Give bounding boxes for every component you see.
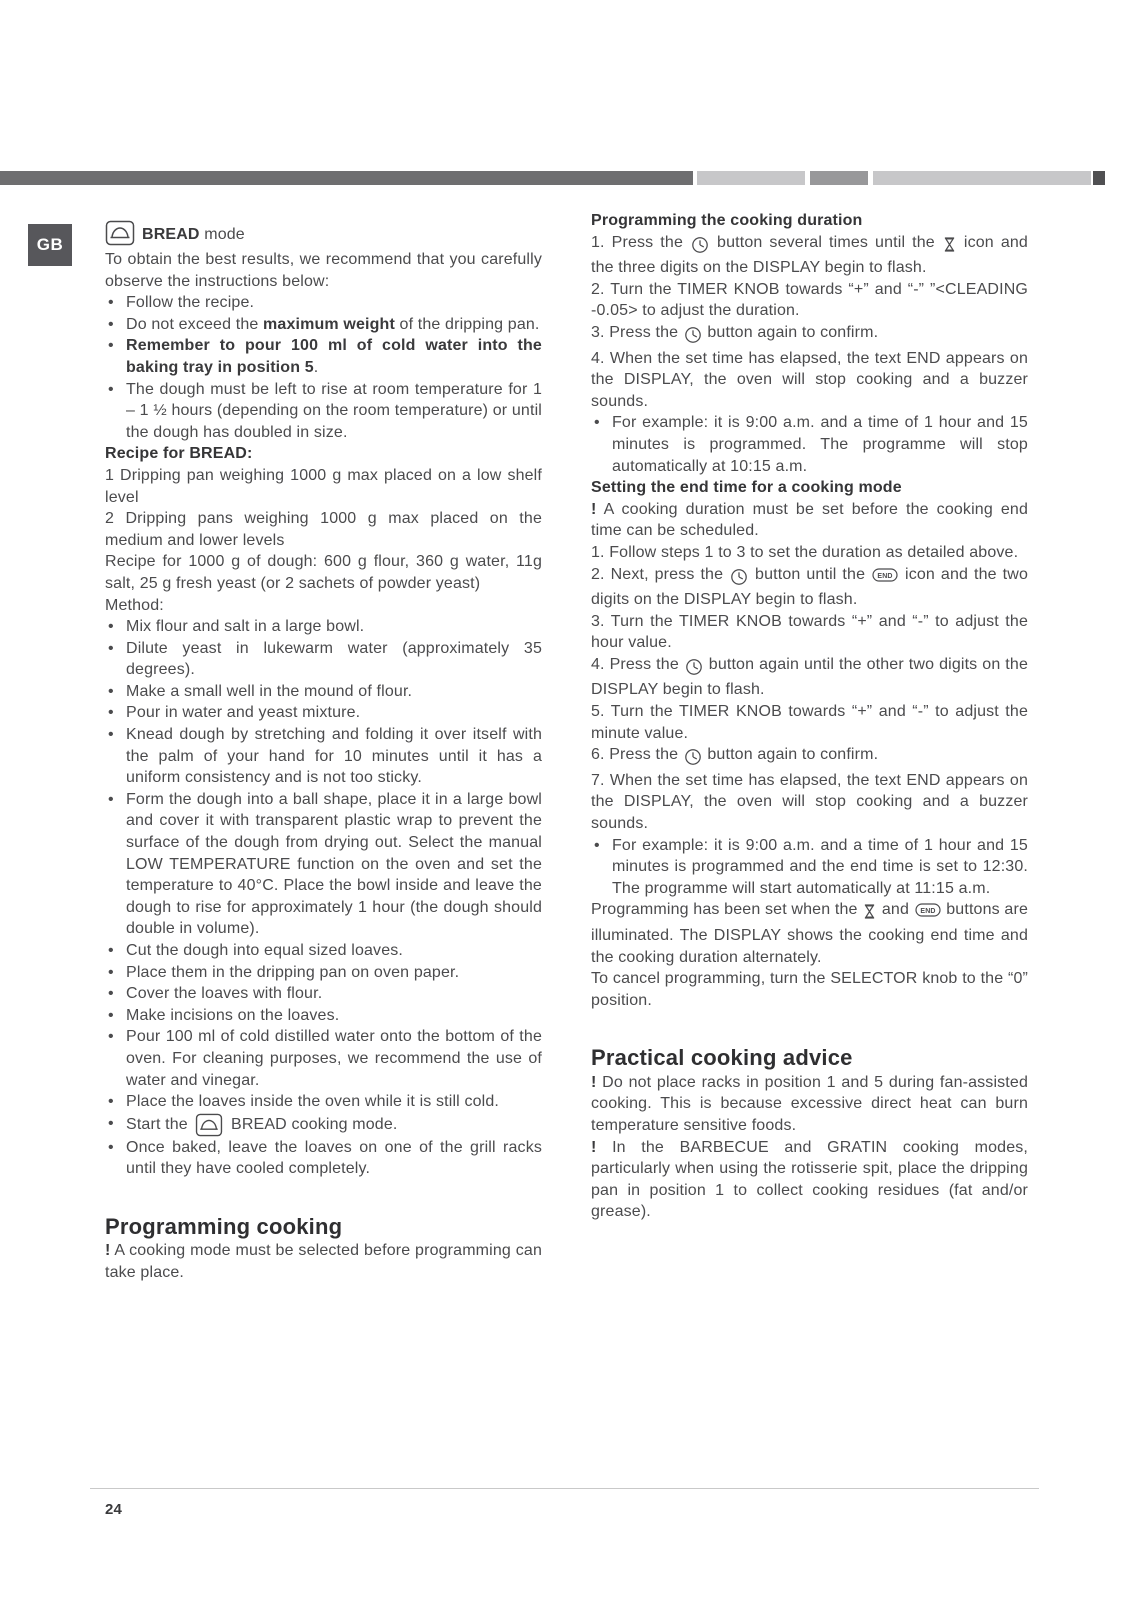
note-text: A cooking duration must be set before the cooking end time can be scheduled. xyxy=(591,500,1028,540)
end-indicator-icon xyxy=(915,903,941,925)
list-item xyxy=(105,292,542,314)
list-item xyxy=(105,1137,542,1180)
clock-button-icon xyxy=(730,568,748,590)
step-text: button until the xyxy=(749,565,872,583)
note-text: Do not place racks in position 1 and 5 during fan-assisted cooking. This is because excessive direct heat can burn temperature sensitive foods. xyxy=(591,1073,1028,1134)
advice-note xyxy=(591,1137,1028,1223)
example-list xyxy=(591,412,1028,477)
note-text: A cooking mode must be selected before programming can take place. xyxy=(105,1242,542,1281)
list-item xyxy=(105,379,542,444)
language-tag: GB xyxy=(28,224,72,266)
list-item xyxy=(105,983,542,1005)
left-column xyxy=(105,220,542,1284)
step-text: button again to confirm. xyxy=(702,323,879,341)
list-item xyxy=(105,1026,542,1091)
end-indicator-icon xyxy=(872,568,898,590)
clock-button-icon xyxy=(685,658,703,680)
step-text: button several times until the xyxy=(710,233,942,251)
endtime-heading: Setting the end time for a cooking mode xyxy=(591,479,902,497)
list-item xyxy=(105,1005,542,1027)
step-paragraph: 3. Turn the TIMER KNOB towards “+” and “-” to adjust the hour value. xyxy=(591,612,1028,652)
list-item xyxy=(105,335,542,378)
clock-button-icon xyxy=(684,326,702,348)
right-column xyxy=(591,210,1028,1223)
hourglass-icon xyxy=(863,903,876,925)
programming-note xyxy=(105,1240,542,1283)
list-item-start-bread xyxy=(105,1113,542,1137)
list-item-text: Cover the loaves with flour. xyxy=(126,985,323,1003)
list-item-text: Cut the dough into equal sized loaves. xyxy=(126,942,403,959)
bread-mode-title-bold: BREAD xyxy=(142,226,200,244)
recipe-heading: Recipe for BREAD: xyxy=(105,445,253,463)
step-paragraph: 2. Turn the TIMER KNOB towards “+” and “-” ”<CLEADING -0.05> to adjust the duration. xyxy=(591,280,1028,320)
example-list xyxy=(591,835,1028,900)
list-item xyxy=(105,1091,542,1113)
step-text: 3. Press the xyxy=(591,323,683,341)
list-item xyxy=(105,681,542,703)
method-label: Method: xyxy=(105,596,164,614)
step-text: 6. Press the xyxy=(591,746,683,764)
example-text: For example: it is 9:00 a.m. and a time of 1 hour and 15 minutes is programmed and the end time is set to 12:30. The programme will start automatically at 11:15 a.m. xyxy=(612,836,1028,897)
step-text: icon and the three digits on the DISPLAY begin to flash. xyxy=(591,233,1028,277)
list-item xyxy=(105,789,542,940)
step-text: 1. Press the xyxy=(591,233,691,251)
hourglass-icon xyxy=(943,236,956,258)
footer-rule xyxy=(90,1488,1039,1489)
bread-mode-icon xyxy=(195,1113,223,1137)
step-text: buttons are illuminated. The DISPLAY shows the cooking end time and the cooking duration alternately. xyxy=(591,901,1028,966)
exclamation-mark: ! xyxy=(105,1242,111,1260)
bread-mode-title xyxy=(142,224,245,246)
intro-paragraph: To obtain the best results, we recommend that you carefully observe the instructions below: xyxy=(105,251,542,290)
list-item xyxy=(105,940,542,962)
recipe-line: 2 Dripping pans weighing 1000 g max placed on the medium and lower levels xyxy=(105,510,542,549)
step-paragraph xyxy=(591,232,1028,279)
note-text: In the BARBECUE and GRATIN cooking modes, particularly when using the rotisserie spit, place the dripping pan in position 1 to collect cooking residues (fat and/or grease). xyxy=(591,1138,1028,1221)
programming-set-paragraph xyxy=(591,899,1028,968)
end-label: END xyxy=(877,572,893,580)
list-item-text: Place the loaves inside the oven while it is still cold. xyxy=(126,1093,500,1111)
list-item-text: BREAD cooking mode. xyxy=(226,1115,398,1133)
example-item xyxy=(591,835,1028,900)
step-text: 2. Next, press the xyxy=(591,565,730,583)
example-text: For example: it is 9:00 a.m. and a time of 1 hour and 15 minutes is programmed. The programme will stop automatically at 10:15 a.m. xyxy=(612,414,1028,475)
endtime-note xyxy=(591,499,1028,542)
list-item-text: Pour in water and yeast mixture. xyxy=(126,704,361,722)
practical-advice-heading: Practical cooking advice xyxy=(591,1045,853,1071)
list-item-text: Knead dough by stretching and folding it over itself with the palm of your hand for 10 minutes until it has a uniform consistency and is not too sticky. xyxy=(126,726,542,787)
step-text: icon and the two digits on the DISPLAY begin to flash. xyxy=(591,565,1028,609)
list-item-text: Form the dough into a ball shape, place it in a large bowl and cover it with transparent plastic wrap to prevent the surface of the dough from drying out. Select the manual LOW TEMPERATURE function on the oven and set the temperature to 40°C. Place the bowl inside and leave the dough to rise for approximately 1 hour (the dough should double in volume). xyxy=(126,790,542,938)
instructions-list xyxy=(105,292,542,443)
list-item xyxy=(105,638,542,681)
list-item xyxy=(105,724,542,789)
step-paragraph: 5. Turn the TIMER KNOB towards “+” and “-” to adjust the minute value. xyxy=(591,703,1028,742)
list-item xyxy=(105,702,542,724)
step-paragraph: 7. When the set time has elapsed, the text END appears on the DISPLAY, the oven will stop cooking and a buzzer sounds. xyxy=(591,771,1028,833)
list-item-text: Place them in the dripping pan on oven paper. xyxy=(126,963,460,981)
list-item-bold-text: Remember to pour 100 ml of cold water into the baking tray in position 5 xyxy=(126,337,542,376)
step-paragraph: 1. Follow steps 1 to 3 to set the duration as detailed above. xyxy=(591,543,1019,561)
list-item-text: Pour 100 ml of cold distilled water onto the bottom of the oven. For cleaning purposes, we recommend the use of water and vinegar. xyxy=(126,1028,542,1089)
recipe-paragraph: Recipe for 1000 g of dough: 600 g flour, 360 g water, 11g salt, 25 g fresh yeast (or 2 sachets of powder yeast) xyxy=(105,553,542,592)
end-label: END xyxy=(920,908,936,916)
advice-note xyxy=(591,1072,1028,1137)
list-item-text: The dough must be left to rise at room temperature for 1 – 1 ½ hours (depending on the room temperature) or until the dough has doubled in size. xyxy=(126,380,542,441)
bread-mode-heading xyxy=(105,220,542,246)
step-paragraph xyxy=(591,654,1028,701)
example-item xyxy=(591,412,1028,477)
list-item-text: . xyxy=(313,358,319,376)
step-text: button again until the other two digits on the DISPLAY begin to flash. xyxy=(591,655,1028,699)
list-item-text: Mix flour and salt in a large bowl. xyxy=(126,618,365,636)
recipe-line: 1 Dripping pan weighing 1000 g max placed on a low shelf level xyxy=(105,466,542,506)
cancel-programming-paragraph: To cancel programming, turn the SELECTOR knob to the “0” position. xyxy=(591,970,1028,1009)
step-text: 4. Press the xyxy=(591,655,684,673)
programming-cooking-heading: Programming cooking xyxy=(105,1213,343,1239)
step-paragraph: 4. When the set time has elapsed, the text END appears on the DISPLAY, the oven will stop cooking and a buzzer sounds. xyxy=(591,349,1028,410)
step-text: and xyxy=(877,901,914,919)
clock-button-icon xyxy=(691,236,709,258)
bar-segment-light xyxy=(697,171,805,185)
exclamation-mark: ! xyxy=(591,1138,597,1156)
list-item-text: Dilute yeast in lukewarm water (approximately 35 degrees). xyxy=(126,639,542,679)
exclamation-mark: ! xyxy=(591,500,597,518)
list-item-text: Start the xyxy=(126,1115,193,1133)
step-paragraph xyxy=(591,322,1028,348)
list-item-bold-text: maximum weight xyxy=(263,315,395,333)
duration-heading: Programming the cooking duration xyxy=(591,212,863,229)
clock-button-icon xyxy=(684,748,702,770)
bar-segment-end xyxy=(1093,171,1105,185)
method-list xyxy=(105,616,542,1180)
bar-segment-dark xyxy=(0,171,693,185)
list-item-text: Follow the recipe. xyxy=(126,294,255,312)
list-item-text: Make incisions on the loaves. xyxy=(126,1006,340,1024)
list-item-text: Once baked, leave the loaves on one of the grill racks until they have cooled completely. xyxy=(126,1138,542,1178)
list-item-text: of the dripping pan. xyxy=(394,315,540,333)
exclamation-mark: ! xyxy=(591,1073,597,1091)
list-item xyxy=(105,616,542,638)
step-paragraph xyxy=(591,744,1028,770)
list-item xyxy=(105,962,542,984)
bar-segment-light xyxy=(873,171,1091,185)
top-decorative-bar xyxy=(0,171,1105,185)
step-text: Programming has been set when the xyxy=(591,901,863,919)
bread-mode-icon xyxy=(105,220,135,246)
list-item-text: Do not exceed the xyxy=(126,315,264,333)
step-paragraph xyxy=(591,564,1028,611)
page-number: 24 xyxy=(105,1501,122,1518)
list-item-text: Make a small well in the mound of flour. xyxy=(126,682,413,700)
step-text: button again to confirm. xyxy=(702,746,879,764)
list-item xyxy=(105,314,542,336)
bread-mode-title-rest: mode xyxy=(199,226,245,244)
bar-segment-medium xyxy=(810,171,868,185)
